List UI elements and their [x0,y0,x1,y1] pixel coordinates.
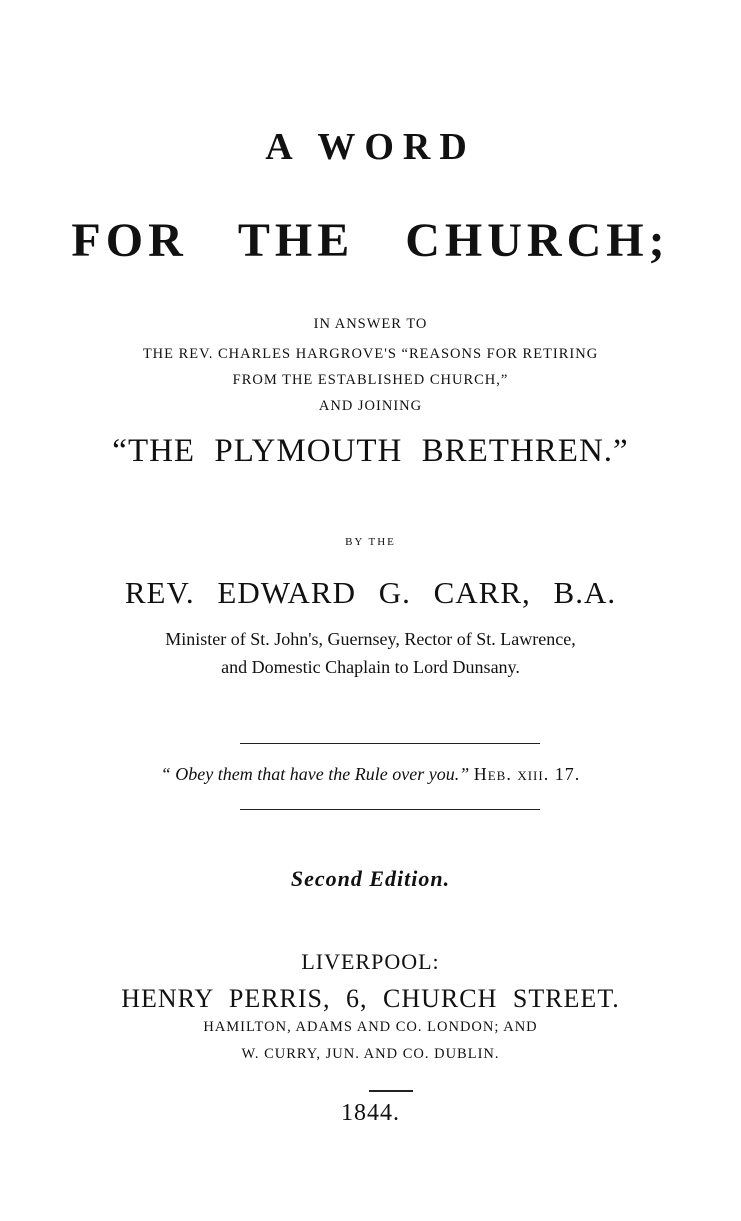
subtitle-line-4: AND JOINING [318,398,423,414]
subtitle-line-2: THE REV. CHARLES HARGROVE'S “REASONS FOR RETIRING [142,346,599,362]
title-line-1: A WORD [265,126,476,168]
imprint-line-3: W. CURRY, JUN. AND CO. DUBLIN. [241,1046,500,1062]
byline: BY THE [345,536,396,548]
imprint-city: LIVERPOOL: [301,949,440,974]
epigraph [0,764,741,785]
epigraph-reference: Heb. xiii. 17. [473,764,581,784]
epigraph-quote: “ Obey them that have the Rule over you.” [160,764,470,784]
author-description-2: and Domestic Chaplain to Lord Dunsany. [221,657,520,677]
edition: Second Edition. [290,866,451,891]
imprint-publisher: HENRY PERRIS, 6, CHURCH STREET. [121,984,620,1013]
imprint-line-2: HAMILTON, ADAMS AND CO. LONDON; AND [203,1019,538,1035]
subtitle-line-1: IN ANSWER TO [313,316,428,332]
divider-bottom [240,809,540,810]
divider-top [240,743,540,744]
subtitle-line-3: FROM THE ESTABLISHED CHURCH,” [232,372,509,388]
imprint-year: 1844. [341,1100,400,1126]
subtitle-plymouth-brethren: “THE PLYMOUTH BRETHREN.” [112,433,629,469]
title-line-2: FOR THE CHURCH; [71,214,670,267]
author-description-1: Minister of St. John's, Guernsey, Rector of St. Lawrence, [165,629,576,649]
author-name: REV. EDWARD G. CARR, B.A. [124,575,617,610]
year-rule [369,1090,413,1092]
